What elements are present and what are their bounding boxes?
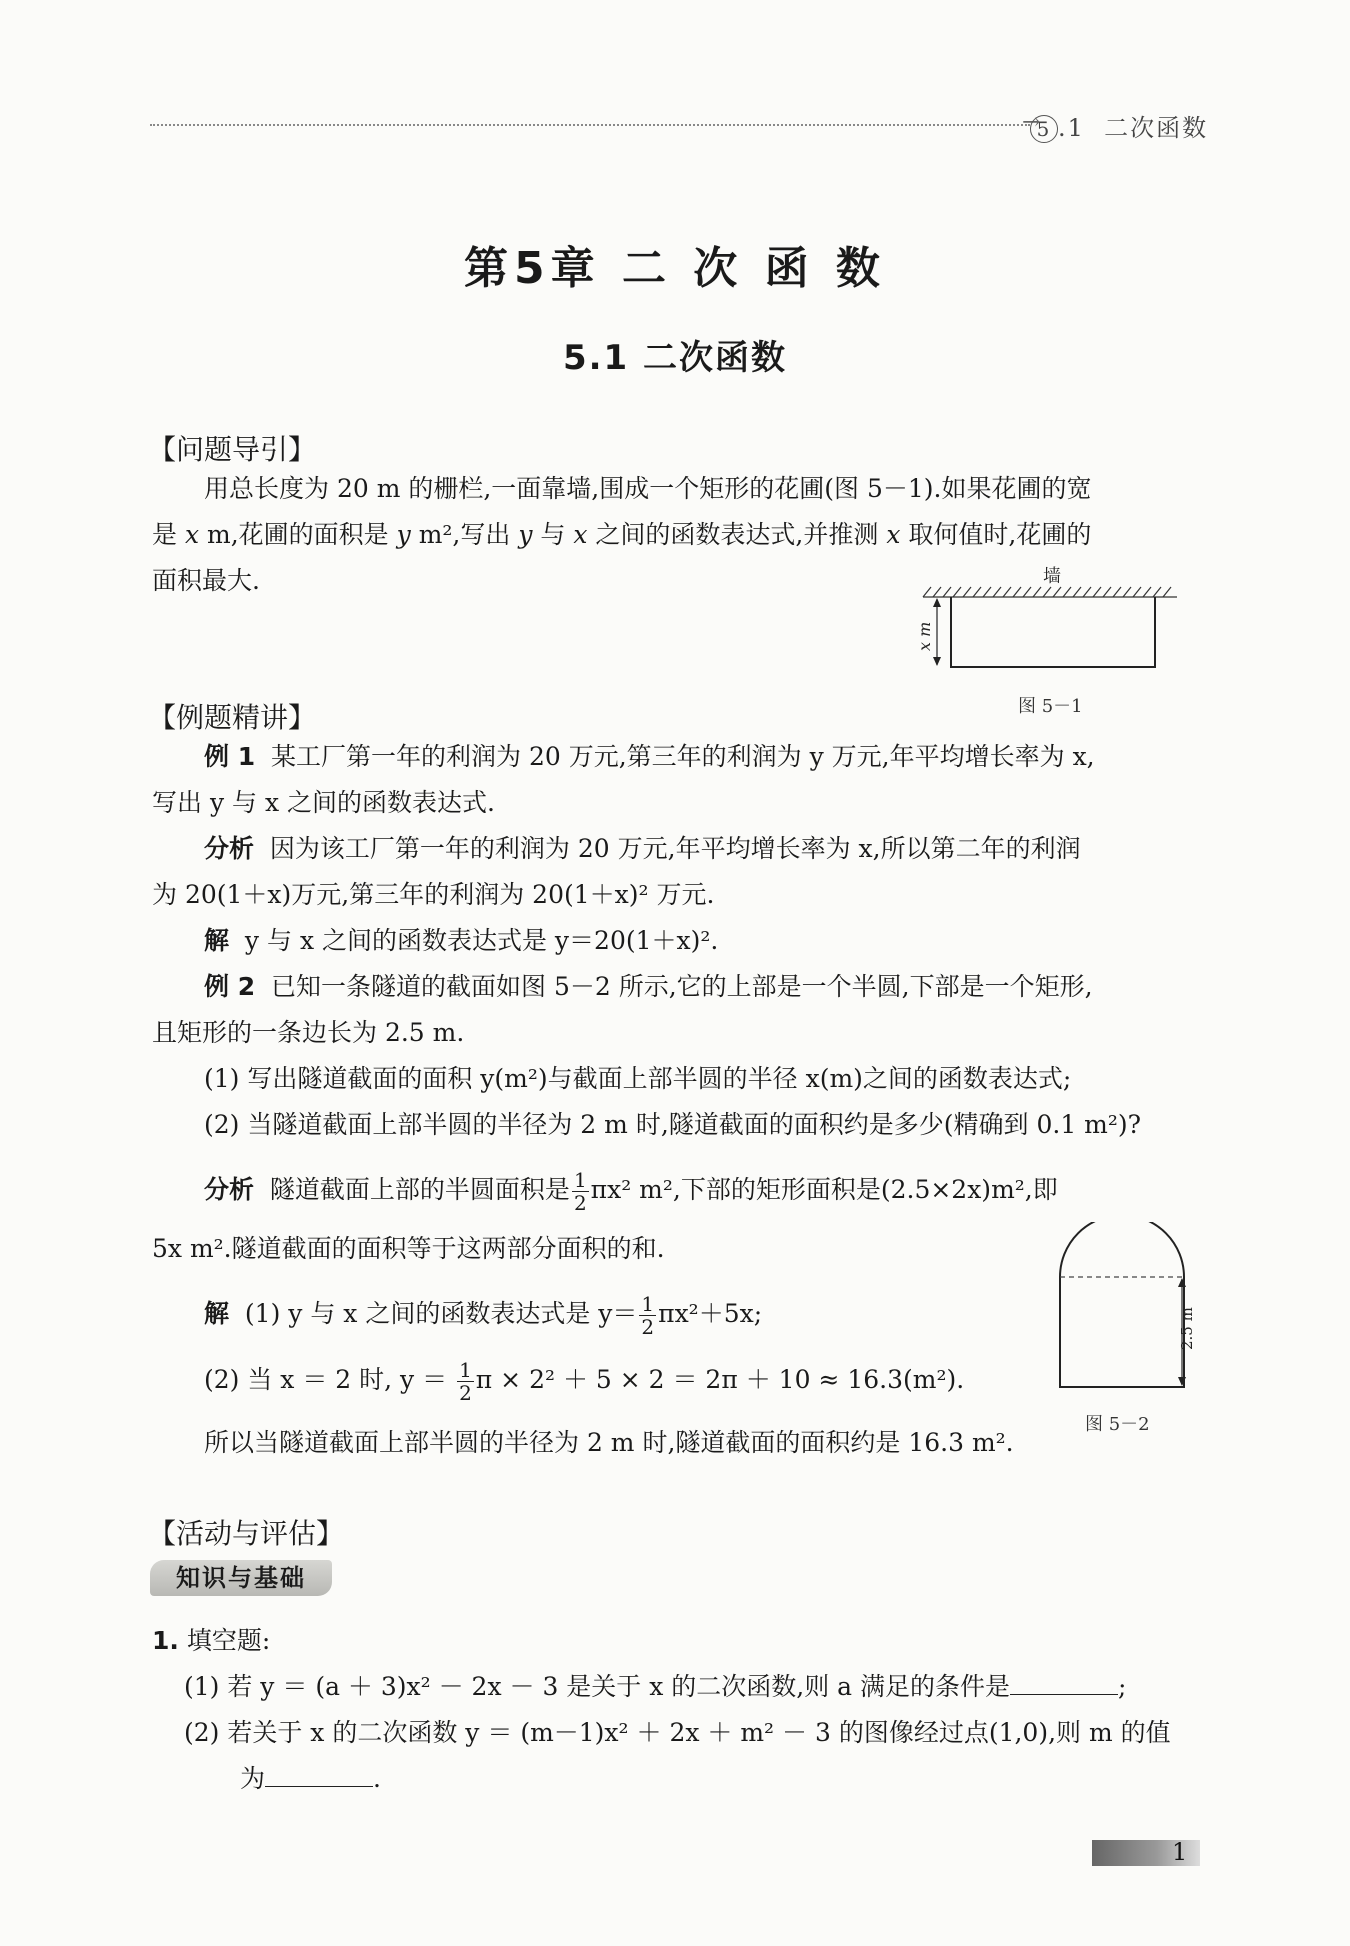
width-label: x m [915,621,934,651]
figure-5-1-caption: 图 5－1 [1018,696,1083,717]
answer-blank[interactable] [265,1786,373,1787]
activity-heading: 【活动与评估】 [148,1517,345,1550]
figure-5-2 [1040,1222,1210,1392]
figure-5-1 [915,565,1185,675]
example-2-line-1: 例 2 已知一条隧道的截面如图 5－2 所示,它的上部是一个半圆,下部是一个矩形, [204,972,1093,1001]
figure-5-2-caption: 图 5－2 [1085,1414,1150,1435]
header-rule [150,124,1030,126]
solution-2-part-2: (2) 当 x ＝ 2 时, y ＝ $\frac{1}{2}$ π × 2² ＋ 5 × 2 ＝ 2π ＋ 10 ≈ 16.3(m²). [204,1358,965,1405]
exercise-1-item-2-cont: 为 . [240,1764,381,1793]
analysis-1-line-1: 分析 因为该工厂第一年的利润为 20 万元,年平均增长率为 x,所以第二年的利润 [204,834,1081,863]
exercise-1 [152,1618,1212,1802]
page-number: 1 [1172,1838,1188,1866]
solution-1: 解 y 与 x 之间的函数表达式是 y＝20(1＋x)². [204,926,719,955]
header-title: 二次函数 [1104,114,1209,142]
height-label: 2.5 m [1178,1307,1196,1350]
exercise-1-item-1: (1) 若 y ＝ (a ＋ 3)x² － 2x － 3 是关于 x 的二次函数,则 a 满足的条件是 ; [184,1672,1127,1701]
fraction-half: $\frac{1}{2}$ [459,1358,472,1405]
intro-line-2: 是 x m,花圃的面积是 y m²,写出 y 与 x 之间的函数表达式,并推测 x 取何值时,花圃的 [152,520,1092,549]
solution-2-part-1: 解 (1) y 与 x 之间的函数表达式是 y＝ $\frac{1}{2}$ πx²＋5x; [204,1292,763,1339]
intro-line-1: 用总长度为 20 m 的栅栏,一面靠墙,围成一个矩形的花圃(图 5－1).如果花圃的宽 [204,474,1092,503]
example-2-question-2: (2) 当隧道截面上部半圆的半径为 2 m 时,隧道截面的面积约是多少(精确到 0.1 m²)? [204,1110,1142,1139]
examples-heading: 【例题精讲】 [148,701,317,734]
wall-label: 墙 [1043,566,1061,587]
header-arrow-icon: → [1022,110,1041,135]
exercise-1-item-2: (2) 若关于 x 的二次函数 y ＝ (m－1)x² ＋ 2x ＋ m² － 3 的图像经过点(1,0),则 m 的值 [184,1718,1171,1747]
analysis-1-line-2: 为 20(1＋x)万元,第三年的利润为 20(1＋x)² 万元. [152,880,715,909]
section-title: 5.1 二次函数 [562,338,788,378]
circled-number: 5 [1030,115,1058,143]
intro-line-3: 面积最大. [152,566,260,595]
example-1-line-1: 例 1 某工厂第一年的利润为 20 万元,第三年的利润为 y 万元,年平均增长率为 x, [204,742,1095,771]
analysis-2-line-2: 5x m².隧道截面的面积等于这两部分面积的和. [152,1234,665,1263]
fence-rectangle [951,597,1155,667]
wall-hatching [923,587,1177,597]
example-1-line-2: 写出 y 与 x 之间的函数表达式. [152,788,495,817]
analysis-2-line-1: 分析 隧道截面上部的半圆面积是 $\frac{1}{2}$ πx² m²,下部的矩形面积是(2.5×2x)m²,即 [204,1168,1058,1215]
chapter-title: 第5章 二 次 函 数 [464,243,886,294]
example-2-line-2: 且矩形的一条边长为 2.5 m. [152,1018,465,1047]
solution-2-conclusion: 所以当隧道截面上部半圆的半径为 2 m 时,隧道截面的面积约是 16.3 m². [204,1428,1014,1457]
fraction-half: $\frac{1}{2}$ [641,1292,655,1339]
intro-heading: 【问题导引】 [148,433,317,466]
fraction-half: $\frac{1}{2}$ [573,1168,587,1215]
examples-body [152,734,1212,1148]
knowledge-basics-badge: 知识与基础 [150,1560,332,1596]
tunnel-outline [1060,1222,1184,1387]
header-section-ref: .1 [1058,114,1085,142]
exercise-1-title: 1. 填空题: [152,1626,271,1655]
example-2-question-1: (1) 写出隧道截面的面积 y(m²)与截面上部半圆的半径 x(m)之间的函数表达式; [204,1064,1072,1093]
running-header [1030,108,1208,143]
answer-blank[interactable] [1010,1694,1118,1695]
